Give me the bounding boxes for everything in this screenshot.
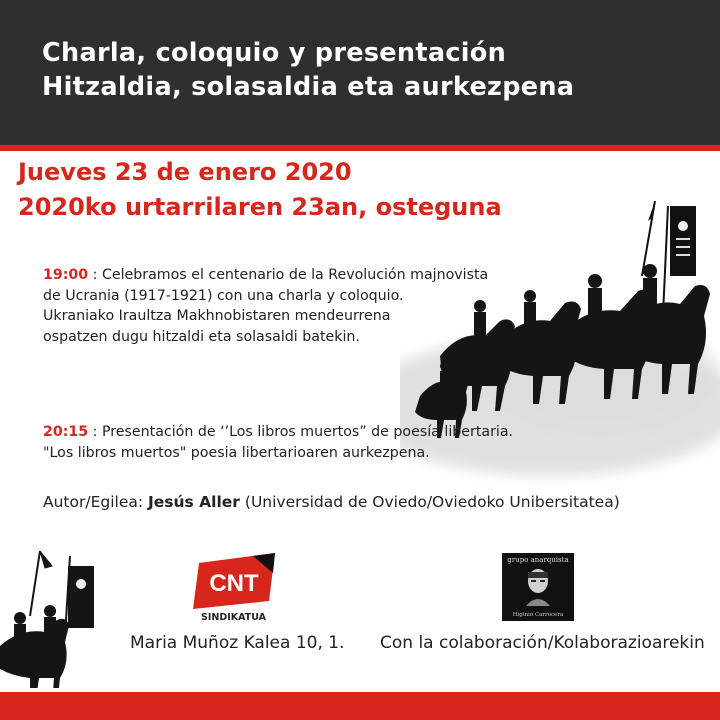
header-accent-stripe [0, 145, 720, 151]
collaboration-text: Con la colaboración/Kolaborazioarekin [380, 633, 705, 653]
cnt-logo [193, 553, 275, 609]
event-2-line-2: "Los libros muertos" poesia libertarioaren aurkezpena. [43, 444, 430, 461]
event-1-description [43, 265, 488, 347]
author-line [43, 493, 620, 511]
header-banner [0, 0, 720, 145]
flag-bearers-illustration [0, 546, 130, 706]
event-date-es: Jueves 23 de enero 2020 [18, 158, 352, 186]
author-name: Jesús Aller [148, 493, 240, 511]
cnt-subtitle: SINDIKATUA [201, 612, 266, 623]
event-1-line-4: ospatzen dugu hitzaldi eta solasaldi batekin. [43, 328, 360, 345]
event-1-line-1 [43, 265, 488, 286]
event-2-text-1: : Presentación de ‘’Los libros muertos” de poesía libertaria. [88, 424, 514, 440]
cnt-logo-text: CNT [209, 570, 259, 597]
portrait-icon [522, 566, 554, 606]
event-1-line-3: Ukraniako Iraultza Makhnobistaren mendeurrena [43, 308, 391, 324]
event-1-line-2: de Ucrania (1917-1921) con una charla y coloquio. [43, 287, 404, 304]
group-logo [502, 553, 574, 621]
author-affiliation: (Universidad de Oviedo/Oviedoko Unibersitatea) [239, 493, 620, 511]
group-logo-top-text: grupo anarquista [507, 556, 569, 564]
group-logo-bottom-text: Higinio Carrocera [512, 612, 564, 618]
author-label: Autor/Egilea: [43, 493, 149, 511]
event-1-text-1: : Celebramos el centenario de la Revolución majnovista [88, 267, 489, 283]
address: Maria Muñoz Kalea 10, 1. [130, 633, 345, 653]
event-2-description [43, 422, 513, 463]
event-2-line-1 [43, 422, 513, 443]
event-date-eu: 2020ko urtarrilaren 23an, osteguna [18, 193, 502, 221]
header-title-eu: Hitzaldia, solasaldia eta aurkezpena [42, 72, 575, 102]
header-title-es: Charla, coloquio y presentación [42, 38, 507, 68]
event-1-time: 19:00 [43, 267, 89, 283]
event-2-time: 20:15 [43, 424, 89, 440]
footer-divider [0, 688, 720, 692]
footer-red-band [0, 690, 720, 720]
